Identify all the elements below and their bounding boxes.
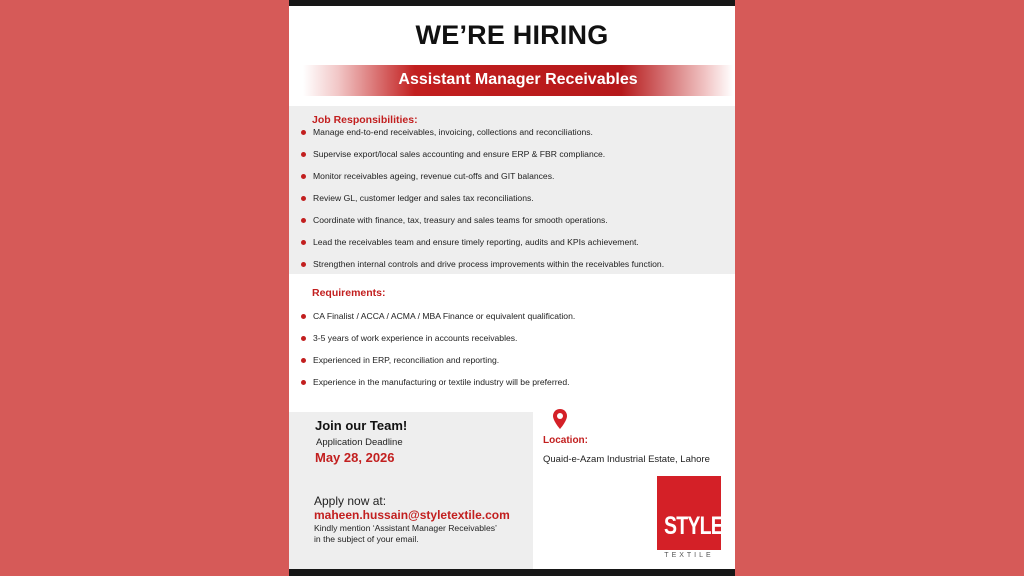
location-pin-icon (553, 409, 567, 429)
bullet-dot-icon (301, 196, 306, 201)
bullet-dot-icon (301, 174, 306, 179)
list-item: Lead the receivables team and ensure timely reporting, audits and KPIs achievement. (299, 237, 729, 247)
hiring-heading: WE’RE HIRING (415, 20, 609, 50)
bullet-dot-icon (301, 152, 306, 157)
bullet-dot-icon (301, 262, 306, 267)
apply-label: Apply now at: (314, 494, 387, 508)
apply-note-line-2: in the subject of your email. (314, 534, 419, 544)
join-title: Join our Team! (315, 418, 408, 433)
list-item: Supervise export/local sales accounting and ensure ERP & FBR compliance. (299, 149, 729, 159)
job-title: Assistant Manager Receivables (398, 71, 638, 88)
requirements-title: Requirements: (312, 287, 386, 299)
list-item: Monitor receivables ageing, revenue cut-offs and GIT balances. (299, 171, 729, 181)
apply-email[interactable]: maheen.hussain@styletextile.com (314, 508, 510, 522)
requirements-list (299, 311, 729, 387)
job-title-banner (303, 65, 733, 96)
list-item: Strengthen internal controls and drive process improvements within the receivables function. (299, 259, 729, 269)
responsibilities-list (299, 127, 729, 269)
logo-wordmark: STYLE (664, 512, 723, 540)
deadline-label: Application Deadline (316, 437, 403, 448)
style-textile-logo (657, 476, 721, 562)
bullet-dot-icon (301, 358, 306, 363)
list-item: Manage end-to-end receivables, invoicing, collections and reconciliations. (299, 127, 729, 137)
list-item: CA Finalist / ACCA / ACMA / MBA Finance or equivalent qualification. (299, 311, 729, 321)
list-item: Review GL, customer ledger and sales tax reconciliations. (299, 193, 729, 203)
bullet-dot-icon (301, 336, 306, 341)
apply-note-line-1: Kindly mention ‘Assistant Manager Receivables’ (314, 523, 497, 533)
list-item: 3-5 years of work experience in accounts receivables. (299, 333, 729, 343)
bullet-dot-icon (301, 314, 306, 319)
location-label: Location: (543, 435, 588, 446)
logo-subtitle: TEXTILE (664, 552, 714, 559)
responsibilities-title: Job Responsibilities: (312, 114, 418, 126)
list-item: Coordinate with finance, tax, treasury and sales teams for smooth operations. (299, 215, 729, 225)
top-border (289, 0, 735, 6)
deadline-date: May 28, 2026 (315, 450, 395, 465)
bullet-dot-icon (301, 218, 306, 223)
bullet-dot-icon (301, 380, 306, 385)
bullet-dot-icon (301, 130, 306, 135)
list-item: Experienced in ERP, reconciliation and reporting. (299, 355, 729, 365)
bottom-border (289, 569, 735, 576)
job-poster (289, 0, 735, 576)
bullet-dot-icon (301, 240, 306, 245)
list-item: Experience in the manufacturing or textile industry will be preferred. (299, 377, 729, 387)
location-value: Quaid-e-Azam Industrial Estate, Lahore (543, 454, 710, 465)
